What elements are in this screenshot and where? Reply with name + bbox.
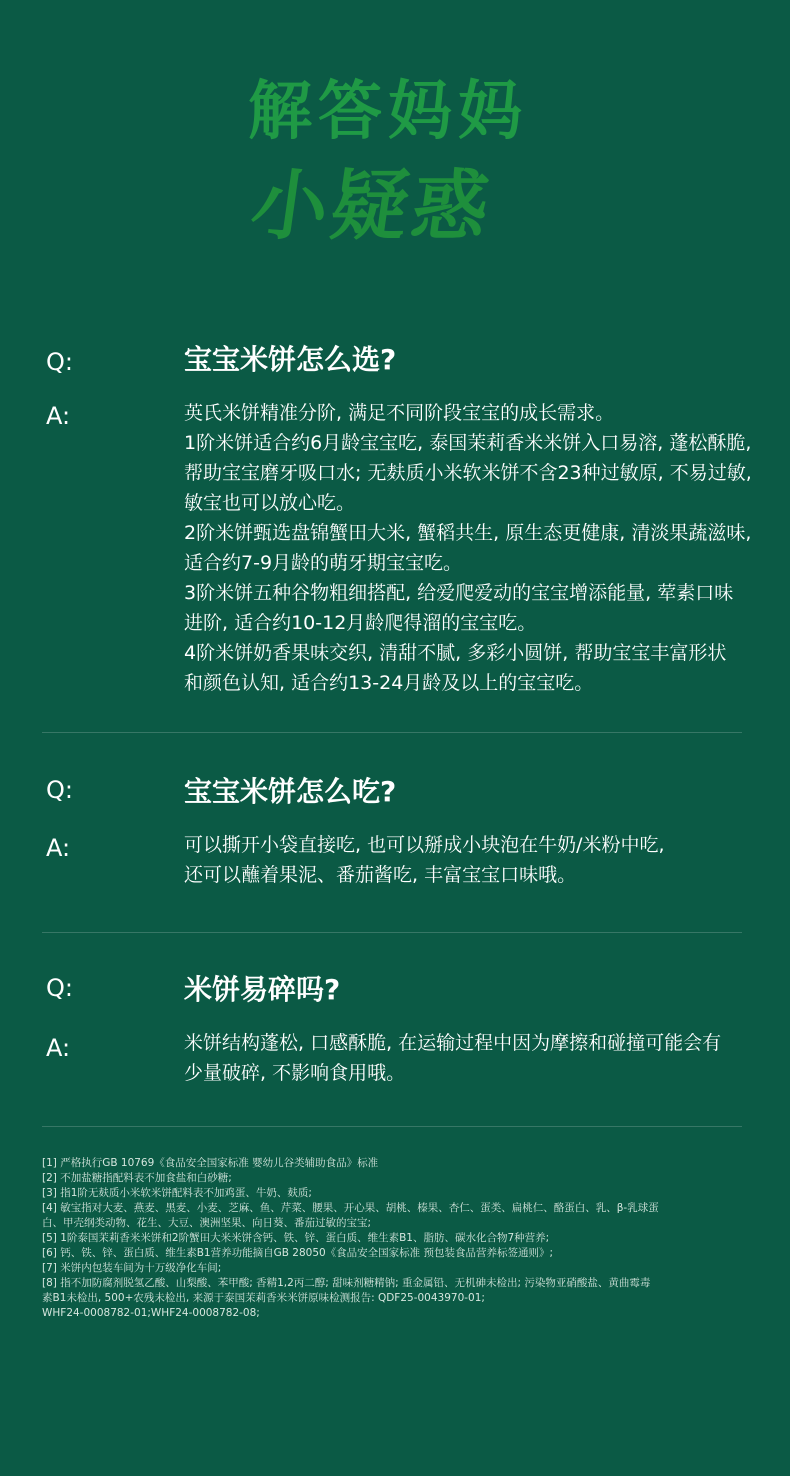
footnote: [1] 严格执行GB 10769《食品安全国家标准 婴幼儿谷类辅助食品》标准	[42, 1157, 379, 1169]
answer-line: 米饼结构蓬松, 口感酥脆, 在运输过程中因为摩擦和碰撞可能会有	[184, 1032, 722, 1054]
answer-line: 和颜色认知, 适合约13-24月龄及以上的宝宝吃。	[184, 672, 594, 694]
footnote: [5] 1阶泰国茉莉香米米饼和2阶蟹田大米米饼含钙、铁、锌、蛋白质、维生素B1、脂肪、碳水化合物7种营养;	[42, 1232, 550, 1244]
answer-line: 3阶米饼五种谷物粗细搭配, 给爱爬爱动的宝宝增添能量, 荤素口味	[184, 582, 734, 604]
answer-text	[184, 1028, 774, 1088]
answer-line: 可以撕开小袋直接吃, 也可以掰成小块泡在牛奶/米粉中吃,	[184, 834, 665, 856]
title-line-1: 解答妈妈	[248, 75, 528, 149]
answer-line: 帮助宝宝磨牙吸口水; 无麸质小米软米饼不含23种过敏原, 不易过敏,	[184, 462, 752, 484]
question-text: 宝宝米饼怎么吃?	[184, 775, 397, 808]
answer-line: 少量破碎, 不影响食用哦。	[184, 1062, 406, 1084]
title-line-2: 小疑惑	[245, 161, 499, 250]
question-text: 米饼易碎吗?	[184, 973, 341, 1006]
answer-line: 2阶米饼甄选盘锦蟹田大米, 蟹稻共生, 原生态更健康, 清淡果蔬滋味,	[184, 522, 752, 544]
footnote: 白、甲壳纲类动物、花生、大豆、澳洲坚果、向日葵、番茄过敏的宝宝;	[42, 1217, 372, 1229]
a-label: A:	[46, 834, 71, 862]
footnote: [7] 米饼内包装车间为十万级净化车间;	[42, 1262, 222, 1274]
footnotes	[42, 1156, 752, 1321]
answer-line: 适合约7-9月龄的萌牙期宝宝吃。	[184, 552, 463, 574]
q-label: Q:	[46, 974, 73, 1002]
divider	[42, 732, 742, 733]
q-label: Q:	[46, 348, 73, 376]
q-label: Q:	[46, 776, 73, 804]
answer-text	[184, 830, 774, 890]
footnote: [8] 指不加防腐剂脱氢乙酸、山梨酸、苯甲酸; 香精1,2丙二醇; 甜味剂糖精钠; 重金属铅、无机砷未检出; 污染物亚硝酸盐、黄曲霉毒	[42, 1277, 651, 1289]
a-label: A:	[46, 1034, 71, 1062]
question-text: 宝宝米饼怎么选?	[184, 343, 397, 376]
title-block	[0, 0, 790, 300]
footnote: [4] 敏宝指对大麦、燕麦、黑麦、小麦、芝麻、鱼、芹菜、腰果、开心果、胡桃、榛果、杏仁、蛋类、扁桃仁、酪蛋白、乳、β-乳球蛋	[42, 1202, 659, 1214]
answer-text	[184, 398, 774, 698]
answer-line: 还可以蘸着果泥、番茄酱吃, 丰富宝宝口味哦。	[184, 864, 577, 886]
answer-line: 英氏米饼精准分阶, 满足不同阶段宝宝的成长需求。	[184, 402, 615, 424]
answer-line: 敏宝也可以放心吃。	[184, 492, 356, 514]
divider	[42, 932, 742, 933]
footnote: [3] 指1阶无麸质小米软米饼配料表不加鸡蛋、牛奶、麸质;	[42, 1187, 312, 1199]
answer-line: 4阶米饼奶香果味交织, 清甜不腻, 多彩小圆饼, 帮助宝宝丰富形状	[184, 642, 727, 664]
footnote: [2] 不加盐糖指配料表不加食盐和白砂糖;	[42, 1172, 232, 1184]
answer-line: 进阶, 适合约10-12月龄爬得溜的宝宝吃。	[184, 612, 537, 634]
a-label: A:	[46, 402, 71, 430]
footnote: WHF24-0008782-01;WHF24-0008782-08;	[42, 1307, 260, 1319]
divider	[42, 1126, 742, 1127]
footnote: 素B1未检出, 500+农残未检出, 来源于泰国茉莉香米米饼原味检测报告: QDF25-0043970-01;	[42, 1292, 485, 1304]
answer-line: 1阶米饼适合约6月龄宝宝吃, 泰国茉莉香米米饼入口易溶, 蓬松酥脆,	[184, 432, 752, 454]
footnote: [6] 钙、铁、锌、蛋白质、维生素B1营养功能摘自GB 28050《食品安全国家标准 预包装食品营养标签通则》;	[42, 1247, 554, 1259]
